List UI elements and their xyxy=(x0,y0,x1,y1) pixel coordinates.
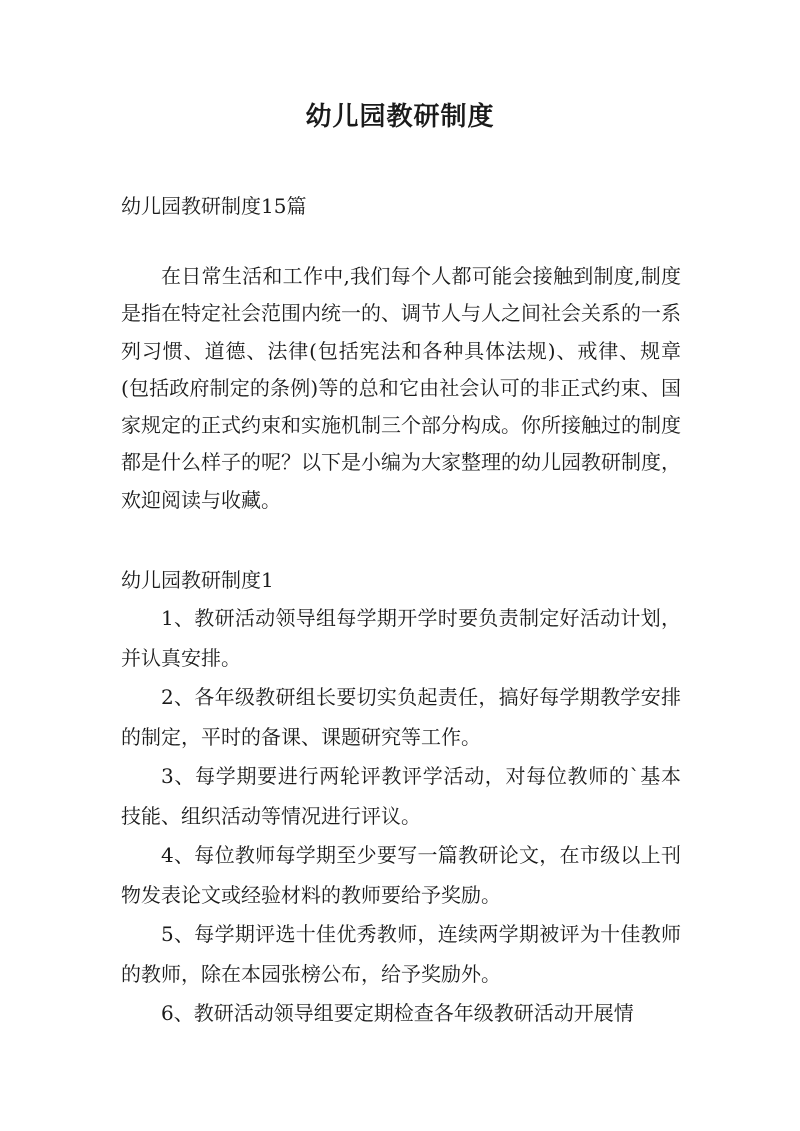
rule-item-4: 4、每位教师每学期至少要写一篇教研论文，在市级以上刊物发表论文或经验材料的教师要给予奖励。 xyxy=(121,843,681,907)
section-heading: 幼儿园教研制度1 xyxy=(121,568,274,592)
document-title: 幼儿园教研制度 xyxy=(305,102,495,132)
section-1 xyxy=(121,562,681,1034)
rule-item-1: 1、教研活动领导组每学期开学时要负责制定好活动计划，并认真安排。 xyxy=(121,606,681,670)
rule-item-6: 6、教研活动领导组要定期检查各年级教研活动开展情 xyxy=(161,1001,634,1025)
intro-paragraph: 在日常生活和工作中,我们每个人都可能会接触到制度,制度是指在特定社会范围内统一的、调节人与人之间社会关系的一系列习惯、道德、法律(包括宪法和各种具体法规)、戒律、规章(包括政府制定的条例)等的总和它由社会认可的非正式约束、国家规定的正式约束和实施机制三个部分构成。你所接触过的制度都是什么样子的呢？以下是小编为大家整理的幼儿园教研制度，欢迎阅读与收藏。 xyxy=(121,264,681,512)
rule-item-2: 2、各年级教研组长要切实负起责任，搞好每学期教学安排的制定，平时的备课、课题研究等工作。 xyxy=(121,685,681,749)
rule-item-3: 3、每学期要进行两轮评教评学活动，对每位教师的`基本技能、组织活动等情况进行评议。 xyxy=(121,764,681,828)
document-subtitle: 幼儿园教研制度15篇 xyxy=(121,194,307,218)
rule-item-5: 5、每学期评选十佳优秀教师，连续两学期被评为十佳教师的教师，除在本园张榜公布，给予奖励外。 xyxy=(121,922,681,986)
